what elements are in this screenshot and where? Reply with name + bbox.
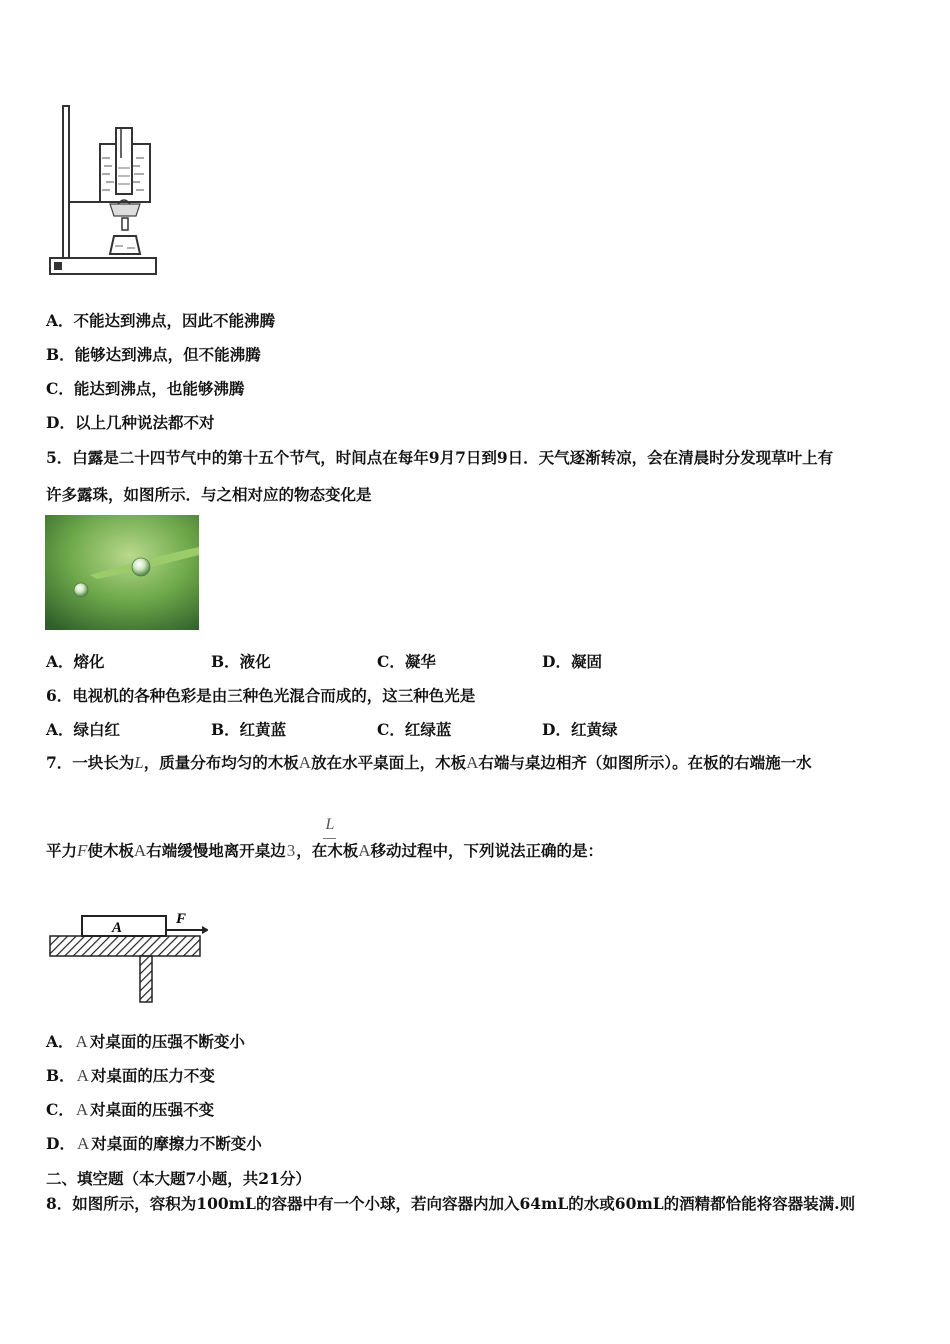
option-text: 红黄蓝 (239, 720, 287, 739)
variable-a: A (76, 1134, 90, 1153)
option-label: B． (211, 720, 240, 739)
question-6-stem: 6．电视机的各种色彩是由三种色光混合而成的，这三种色光是 (46, 686, 476, 705)
board-on-table-figure (46, 906, 208, 1008)
fraction-numerator: L (325, 816, 335, 833)
option-label: C． (377, 652, 405, 671)
option-label: A． (46, 720, 74, 739)
option-a[interactable] (46, 1032, 245, 1052)
text-segment: ，在木板 (296, 841, 359, 860)
option-text: 液化 (239, 652, 271, 671)
option-a[interactable] (46, 652, 105, 672)
figure-force-label: F (176, 911, 187, 927)
option-b[interactable] (211, 720, 286, 740)
option-d[interactable] (542, 720, 617, 740)
option-b[interactable] (46, 345, 261, 365)
option-d[interactable] (46, 1134, 262, 1154)
text-segment: 右端与桌边相齐（如图所示）。在板的右端施一水 (478, 753, 812, 772)
text-segment: 7．一块长为 (46, 753, 135, 772)
option-text: 对桌面的摩擦力不断变小 (91, 1134, 262, 1153)
option-text: 红绿蓝 (404, 720, 452, 739)
option-b[interactable] (211, 652, 271, 672)
option-text: 不能达到沸点，因此不能沸腾 (73, 311, 276, 330)
variable-a: A (76, 1066, 89, 1085)
option-text: 红黄绿 (570, 720, 618, 739)
option-label: B． (46, 1066, 75, 1085)
option-label: B． (211, 652, 240, 671)
option-text: 以上几种说法都不对 (74, 413, 215, 432)
dew-on-grass-photo (45, 515, 199, 630)
boiling-apparatus-figure (44, 100, 162, 282)
option-text: 能够达到沸点，但不能沸腾 (74, 345, 261, 364)
option-label: A． (46, 652, 74, 671)
text-segment: 平力 (46, 841, 78, 860)
variable-a: A (358, 841, 371, 860)
option-c[interactable] (46, 1100, 214, 1120)
option-label: D． (46, 413, 75, 432)
option-label: C． (46, 1100, 74, 1119)
option-label: A． (46, 1032, 74, 1051)
option-c[interactable] (377, 652, 436, 672)
variable-a: A (298, 753, 312, 772)
option-text: 凝华 (404, 652, 436, 671)
text-segment: 放在水平桌面上，木板 (311, 753, 467, 772)
question-5-line-2: 许多露珠，如图所示．与之相对应的物态变化是 (46, 485, 372, 504)
option-text: 对桌面的压力不变 (90, 1066, 215, 1085)
question-7-line-2 (46, 841, 603, 861)
option-label: A． (46, 311, 74, 330)
question-8-stem: 8．如图所示，容积为100mL的容器中有一个小球，若向容器内加入64mL的水或60mL的酒精都恰能将容器装满.则 (46, 1194, 856, 1213)
option-d[interactable] (46, 413, 214, 433)
fraction-bar (323, 838, 336, 839)
section-heading: 二、填空题（本大题7小题，共21分） (46, 1169, 311, 1188)
option-label: D． (542, 720, 571, 739)
variable-a: A (75, 1032, 88, 1051)
option-text: 熔化 (73, 652, 105, 671)
option-d[interactable] (542, 652, 602, 672)
option-c[interactable] (46, 379, 244, 399)
option-text: 对桌面的压强不变 (90, 1100, 215, 1119)
variable-l: L (134, 753, 144, 772)
text-segment: ，质量分布均匀的木板 (143, 753, 299, 772)
variable-a: A (133, 841, 147, 860)
option-label: D． (542, 652, 571, 671)
option-text: 凝固 (570, 652, 602, 671)
variable-a: A (75, 1100, 89, 1119)
question-7-line-1 (46, 753, 812, 773)
option-a[interactable] (46, 720, 120, 740)
text-segment: 移动过程中，下列说法正确的是： (370, 841, 604, 860)
variable-a: A (466, 753, 479, 772)
variable-f: F (77, 841, 88, 860)
question-5-line-1: 5．白露是二十四节气中的第十五个节气，时间点在每年9月7日到9日．天气逐渐转凉，会在清晨时分发现草叶上有 (46, 448, 834, 467)
option-text: 绿白红 (73, 720, 121, 739)
option-label: B． (46, 345, 75, 364)
option-label: C． (377, 720, 405, 739)
figure-block-label: A (112, 920, 123, 936)
option-a[interactable] (46, 311, 275, 331)
fraction-denominator: 3 (286, 841, 296, 860)
option-label: D． (46, 1134, 75, 1153)
text-segment: 使木板 (87, 841, 134, 860)
option-text: 能达到沸点，也能够沸腾 (73, 379, 245, 398)
option-b[interactable] (46, 1066, 215, 1086)
text-segment: 右端缓慢地离开桌边 (146, 841, 286, 860)
option-label: C． (46, 379, 74, 398)
option-text: 对桌面的压强不断变小 (89, 1032, 245, 1051)
option-c[interactable] (377, 720, 451, 740)
